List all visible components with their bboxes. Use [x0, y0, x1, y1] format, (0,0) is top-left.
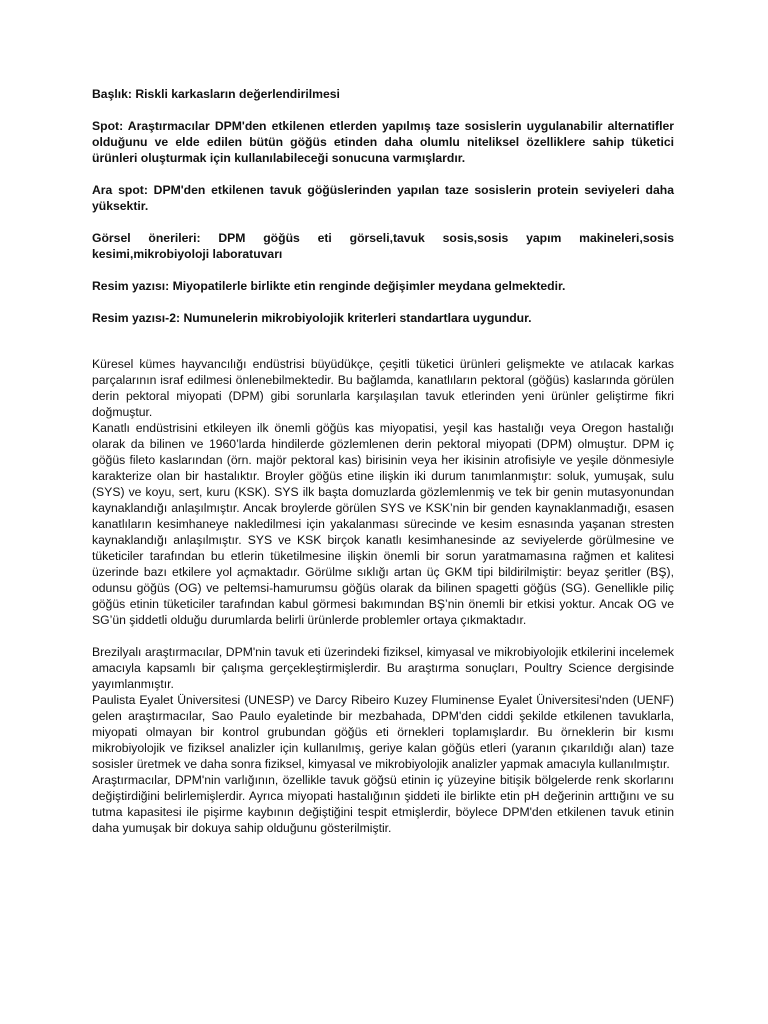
caption-2: Resim yazısı-2: Numunelerin mikrobiyolojik kriterleri standartlara uygundur.: [92, 311, 532, 325]
body-paragraph-2: Kanatlı endüstrisini etkileyen ilk önemli göğüs kas miyopatisi, yeşil kas hastalığı veya Oregon hastalığı olarak da bilinen ve 1960’larda hindilerde gözlemlenen derin pektoral miyopati (DPM) olmuştur. DPM iç göğüs fileto kaslarından (örn. majör pektoral kas) birisinin veya her ikisinin atrofisiyle ve yeşile dönmesiyle karakterize olan bir hastalıktır. Broyler göğüs etine ilişkin iki durum tanımlanmıştır: soluk, yumuşak, sulu (SYS) ve koyu, sert, kuru (KSK). SYS ilk başta domuzlarda gözlemlenmiş ve tek bir genin mutasyonundan kaynaklandığı anlaşılmıştır. Ancak broylerde görülen SYS ve KSK’nin bir genden kaynaklanmadığı, esasen kanatlıların kesimhaneye nakledilmesi için yakalanması sürecinde ve kesim esnasında yaşanan stresten kaynaklandığı anlaşılmıştır. SYS ve KSK birçok kanatlı kesimhanesinde az seviyelerde görülmesine ve tüketiciler tarafından bu etlerin tüketilmesine ilişkin önemli bir sorun yaratmamasına rağmen et kalitesi üzerinde bazı etkilere yol açmaktadır. Görülme sıklığı artan üç GKM tipi bildirilmiştir: beyaz şeritler (BŞ), odunsu göğüs (OG) ve peltemsi-hamurumsu göğüs olarak da bilinen spagetti göğüs (SG). Genellikle piliç göğüs etinin tüketiciler tarafından kabul görmesi bakımından BŞ’nin önemli bir etkisi yoktur. Ancak OG ve SG’ün şiddetli olduğu durumlarda belirli ürünlerde problemler ortaya çıkmaktadır.: [92, 421, 674, 627]
spot-text: Spot: Araştırmacılar DPM'den etkilenen etlerden yapılmış taze sosislerin uygulanabilir alternatifler olduğunu ve elde edilen bütün göğüs etinden daha olumlu niteliksel özelliklere sahip tüketici ürünleri oluşturmak için kullanılabileceği sonucuna varmışlardır.: [92, 119, 674, 165]
body-paragraph-4: Paulista Eyalet Üniversitesi (UNESP) ve Darcy Ribeiro Kuzey Fluminense Eyalet Üniversitesi'nden (UENF) gelen araştırmacılar, Sao Paulo eyaletinde bir mezbahada, DPM'den ciddi şekilde etkilenen tavuklarla, miyopati olmayan bir kontrol grubundan göğüs eti örnekleri toplamışlardır. Bu örneklerin bir kısmı mikrobiyolojik ve fiziksel analizler için kullanılmış, geriye kalan göğüs etleri (yaranın çıkarıldığı alan) taze sosisler üretmek ve daha sonra fiziksel, kimyasal ve mikrobiyolojik analizler yapmak amacıyla kullanılmıştır.: [92, 693, 674, 771]
visual-suggestions: Görsel önerileri: DPM göğüs eti görseli,tavuk sosis,sosis yapım makineleri,sosis kesimi,mikrobiyoloji laboratuvarı: [92, 231, 674, 261]
caption-1: Resim yazısı: Miyopatilerle birlikte etin renginde değişimler meydana gelmektedir.: [92, 279, 566, 293]
body-paragraph-3: Brezilyalı araştırmacılar, DPM'nin tavuk eti üzerindeki fiziksel, kimyasal ve mikrobiyolojik etkilerini incelemek amacıyla kapsamlı bir çalışma gerçekleştirmişlerdir. Bu araştırma sonuçları, Poultry Science dergisinde yayımlanmıştır.: [92, 645, 674, 691]
headline: Başlık: Riskli karkasların değerlendirilmesi: [92, 87, 340, 101]
body-paragraph-1: Küresel kümes hayvancılığı endüstrisi büyüdükçe, çeşitli tüketici ürünleri gelişmekte ve atılacak karkas parçalarının israf edilmesi önlenebilmektedir. Bu bağlamda, kanatlıların pektoral (göğüs) kaslarında görülen derin pektoral miyopati (DPM) gibi sorunlarla karşılaşılan tavuk etlerinden yeni ürünler geliştirme fikri doğmuştur.: [92, 357, 674, 419]
body-paragraph-5: Araştırmacılar, DPM'nin varlığının, özellikle tavuk göğsü etinin iç yüzeyine bitişik bölgelerde renk skorlarını değiştirdiğini belirlemişlerdir. Ayrıca miyopati hastalığının şiddeti ile birlikte etin pH değerinin arttığını ve su tutma kapasitesi ile pişirme kaybının değiştiğini tespit etmişlerdir, böylece DPM'den etkilenen tavuk etinin daha yumuşak bir dokuya sahip olduğunu gösterilmiştir.: [92, 773, 674, 835]
document-page: [92, 86, 674, 836]
sub-spot-text: Ara spot: DPM'den etkilenen tavuk göğüslerinden yapılan taze sosislerin protein seviyeleri daha yüksektir.: [92, 183, 674, 213]
